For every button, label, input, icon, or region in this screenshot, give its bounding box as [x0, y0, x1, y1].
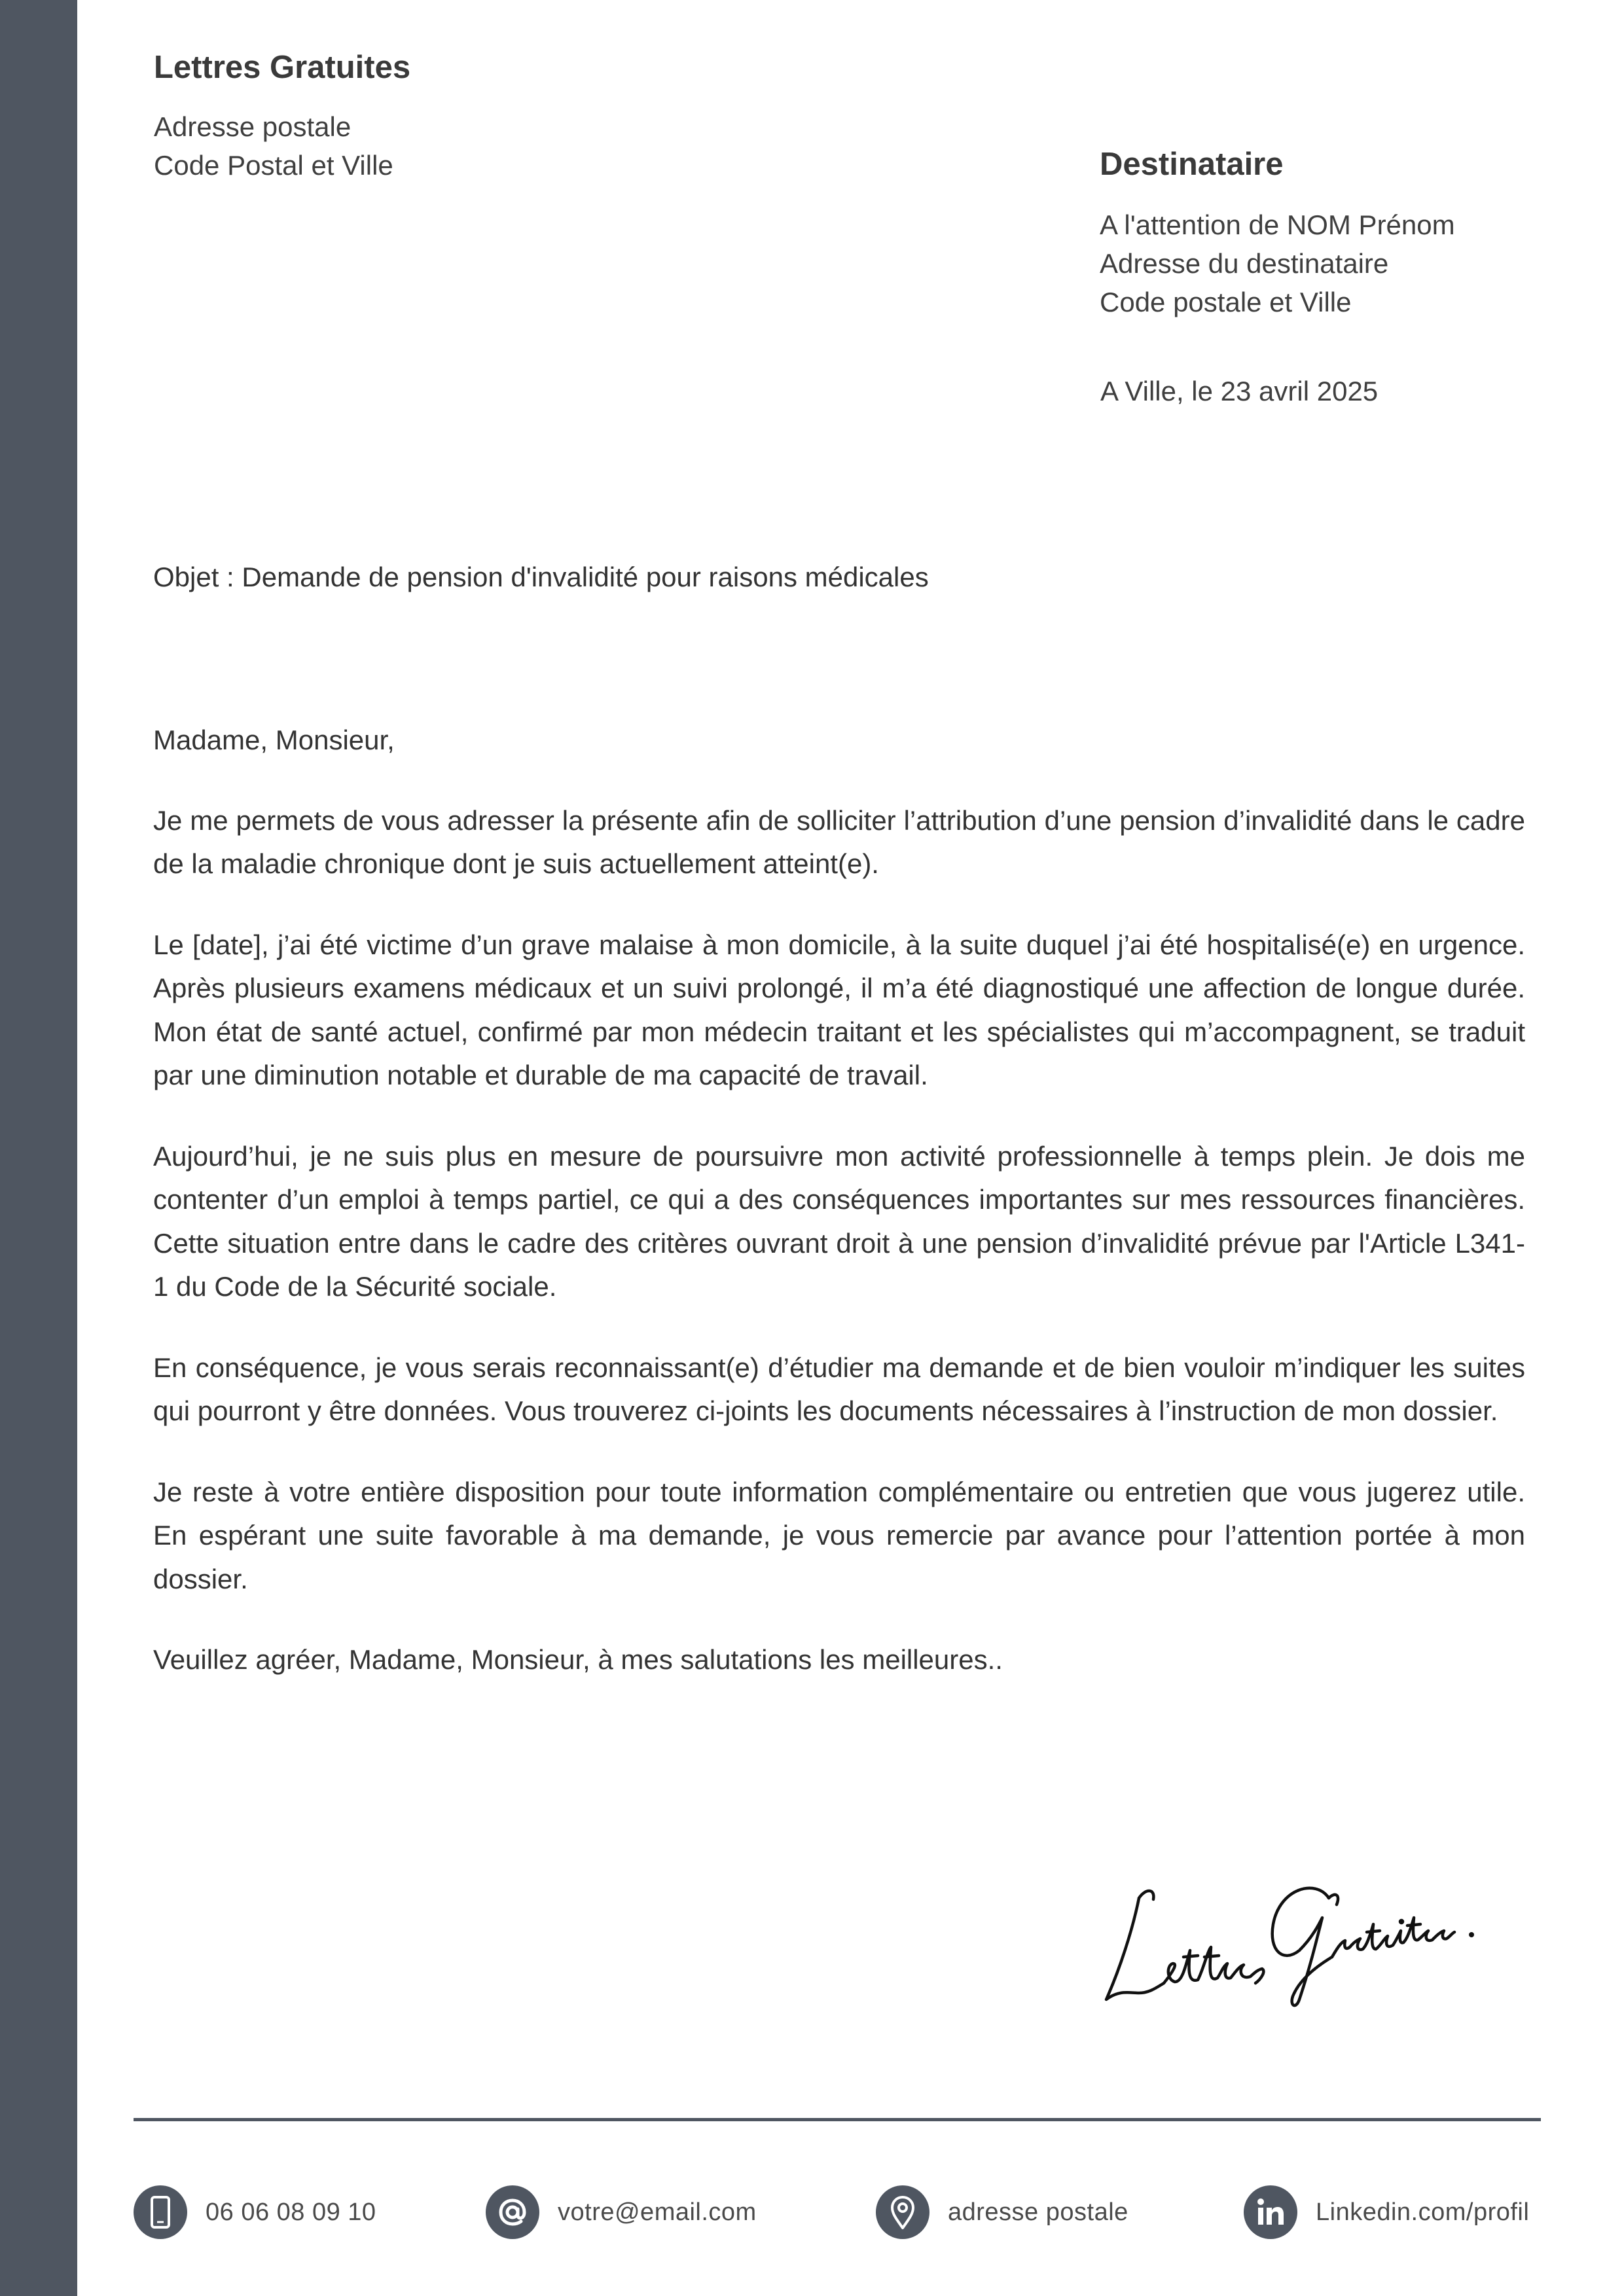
location-pin-icon — [876, 2185, 929, 2239]
sender-name: Lettres Gratuites — [154, 50, 411, 85]
phone-icon — [134, 2185, 187, 2239]
recipient-line2: Adresse du destinataire — [1100, 248, 1389, 279]
footer-divider — [134, 2118, 1541, 2121]
phone-number: 06 06 08 09 10 — [206, 2198, 376, 2226]
sender-block — [154, 47, 410, 185]
body-paragraph: Aujourd’hui, je ne suis plus en mesure de poursuivre mon activité professionnelle à temps plein. Je dois me contenter d’un emploi à temps partiel, ce qui a des conséquences importantes sur mes ressources financières. Cette situation entre dans le cadre des critères ouvrant droit à une pension d’invalidité prévue par l'Article L341-1 du Code de la Sécurité sociale. — [153, 1140, 1525, 1302]
linkedin-url: Linkedin.com/profil — [1316, 2198, 1530, 2226]
footer-address — [876, 2185, 1128, 2239]
letter-body — [153, 719, 1525, 1719]
recipient-line3: Code postale et Ville — [1100, 287, 1352, 317]
recipient-line1: A l'attention de NOM Prénom — [1100, 209, 1455, 240]
at-icon — [486, 2185, 539, 2239]
letter-subject: Objet : Demande de pension d'invalidité pour raisons médicales — [153, 562, 929, 592]
footer-phone — [134, 2185, 376, 2239]
body-paragraph: Le [date], j’ai été victime d’un grave malaise à mon domicile, à la suite duquel j’ai été hospitalisé(e) en urgence. Après plusieurs examens médicaux et un suivi prolongé, il m’a été diagnostiqué une affection de longue durée. Mon état de santé actuel, confirmé par mon médecin traitant et les spécialistes qui m’accompagnent, se traduit par une diminution notable et durable de ma capacité de travail. — [153, 929, 1525, 1090]
recipient-title: Destinataire — [1100, 147, 1284, 182]
greeting: Madame, Monsieur, — [153, 725, 395, 755]
sender-address-line1: Adresse postale — [154, 111, 352, 142]
body-paragraph: Je reste à votre entière disposition pour toute information complémentaire ou entretien que vous jugerez utile. En espérant une suite favorable à ma demande, je vous remercie par avance pour l’attention portée à mon dossier. — [153, 1476, 1525, 1594]
letter-date: A Ville, le 23 avril 2025 — [1100, 376, 1379, 406]
sender-address-line2: Code Postal et Ville — [154, 150, 393, 181]
email-address: votre@email.com — [558, 2198, 757, 2226]
footer-linkedin — [1244, 2185, 1529, 2239]
handwritten-signature — [1093, 1859, 1486, 2016]
footer-email — [486, 2185, 757, 2239]
postal-address: adresse postale — [948, 2198, 1128, 2226]
closing-line: Veuillez agréer, Madame, Monsieur, à mes salutations les meilleures.. — [153, 1644, 1003, 1675]
body-paragraph: Je me permets de vous adresser la présente afin de solliciter l’attribution d’une pension d’invalidité dans le cadre de la maladie chronique dont je suis actuellement atteint(e). — [153, 804, 1525, 879]
body-paragraph: En conséquence, je vous serais reconnaissant(e) d’étudier ma demande et de bien vouloir m’indiquer les suites qui pourront y être données. Vous trouverez ci-joints les documents nécessaires à l’instruction de mon dossier. — [153, 1352, 1525, 1426]
left-sidebar-band — [0, 0, 77, 2296]
linkedin-icon — [1244, 2185, 1297, 2239]
recipient-block — [1100, 144, 1455, 321]
